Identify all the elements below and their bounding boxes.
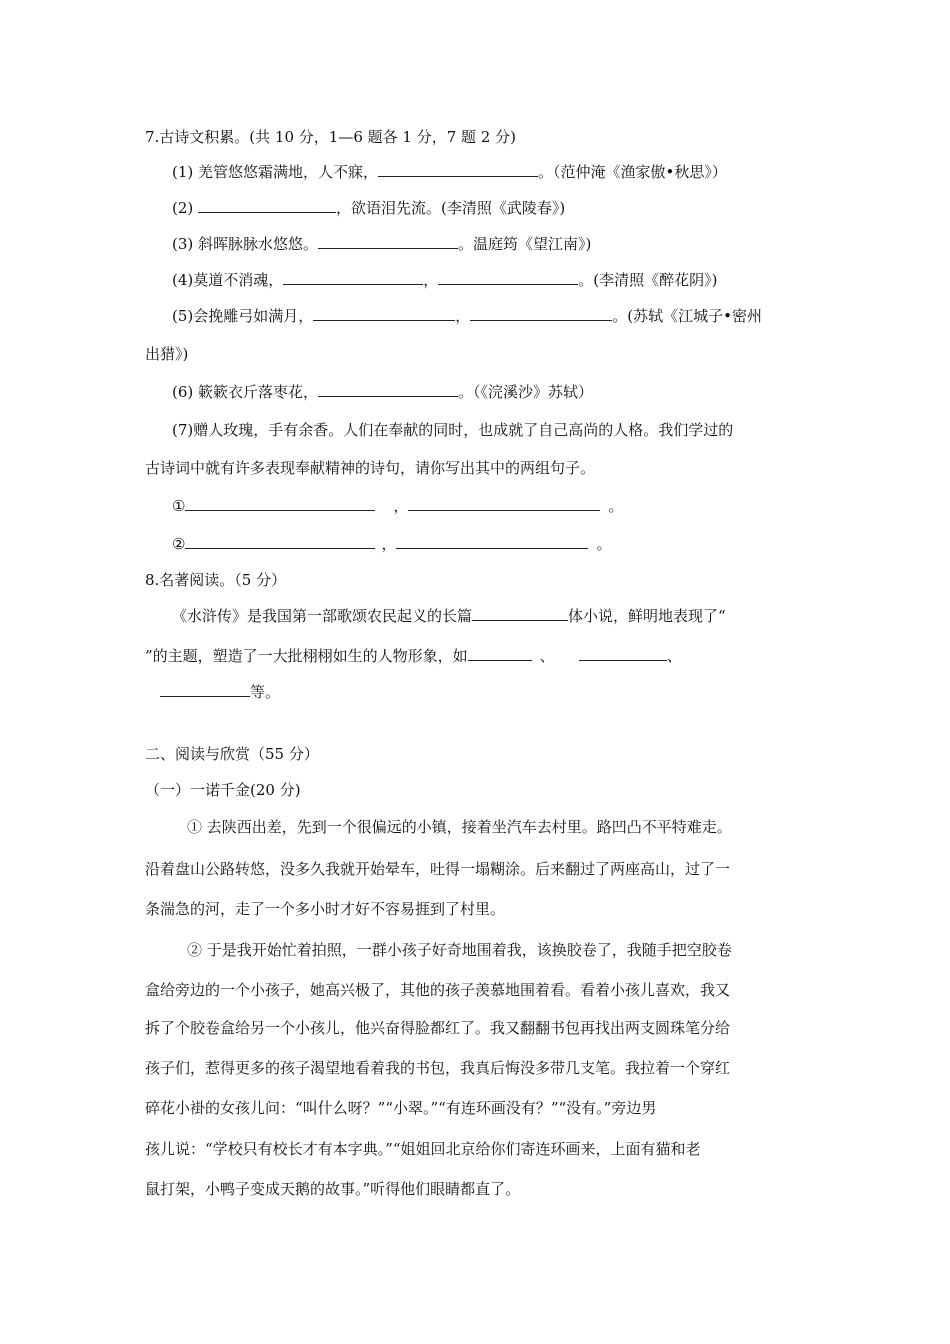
circled-number: ② <box>172 535 186 553</box>
answer-blank[interactable] <box>283 270 423 285</box>
q8-line-1-tail: 体小说，鲜明地表现了“ <box>568 607 726 625</box>
q7-item-3 <box>172 234 591 254</box>
q7-item-5 <box>172 306 762 326</box>
paragraph-1-line: 沿着盘山公路转悠，没多久我就开始晕车，吐得一塌糊涂。后来翻过了两座高山，过了一 <box>145 860 731 878</box>
answer-blank[interactable] <box>198 198 336 213</box>
answer-blank[interactable] <box>318 382 458 397</box>
answer-blank[interactable] <box>579 646 667 661</box>
q7-item-4 <box>172 270 717 290</box>
answer-blank[interactable] <box>160 682 250 697</box>
paragraph-2-line: 孩子们，惹得更多的孩子渴望地看着我的书包，我真后悔没多带几支笔。我拉着一个穿红 <box>145 1059 731 1077</box>
q8-sep: 、 <box>539 647 555 665</box>
q7-item-5-continuation: 出猎》) <box>145 345 189 363</box>
q7-item-1-text: (1) 羌管悠悠霜满地，人不寐， <box>172 163 379 181</box>
answer-blank[interactable] <box>185 534 375 549</box>
q7-item-4-sep: ， <box>423 271 439 289</box>
answer-sep: ， <box>393 497 409 515</box>
q7-item-4-text: (4)莫道不消魂， <box>172 271 284 289</box>
q7-item-5-sep: ， <box>455 307 471 325</box>
q7-item-6-text: (6) 簌簌衣斤落枣花， <box>172 383 319 401</box>
answer-blank[interactable] <box>472 606 568 621</box>
q7-item-7-line-1: (7)赠人玫瑰，手有余香。人们在奉献的同时，也成就了自己高尚的人格。我们学过的 <box>172 421 734 439</box>
q7-item-6-source: 。（《浣溪沙》苏轼） <box>458 383 594 401</box>
answer-blank[interactable] <box>468 646 532 661</box>
answer-blank[interactable] <box>470 306 612 321</box>
q8-line-1-text: 《水浒传》是我国第一部歌颂农民起义的长篇 <box>172 607 473 625</box>
q7-item-1-source: 。（范仲淹《渔家傲•秋思》） <box>538 163 727 181</box>
answer-sep: ， <box>381 535 397 553</box>
q8-line-2 <box>145 646 682 666</box>
answer-end: 。 <box>596 535 612 553</box>
q8-heading: 8.名著阅读。（5 分） <box>145 571 287 589</box>
q7-item-2 <box>172 198 565 218</box>
paragraph-2-line: 鼠打架，小鸭子变成天鹅的故事。”听得他们眼睛都直了。 <box>145 1180 521 1198</box>
part2-heading: 二、阅读与欣赏（55 分） <box>145 745 319 763</box>
paragraph-1-line: ① 去陕西出差，先到一个很偏远的小镇，接着坐汽车去村里。路凹凸不平特难走。 <box>187 818 732 836</box>
q7-item-2-text: (2) <box>172 199 199 217</box>
answer-blank[interactable] <box>185 496 375 511</box>
answer-blank[interactable] <box>318 234 458 249</box>
answer-blank[interactable] <box>408 496 600 511</box>
q7-item-6 <box>172 382 593 402</box>
q7-item-7-line-2: 古诗词中就有许多表现奉献精神的诗句，请你写出其中的两组句子。 <box>145 459 596 477</box>
q7-item-3-text: (3) 斜晖脉脉水悠悠。 <box>172 235 319 253</box>
answer-blank[interactable] <box>378 162 538 177</box>
paragraph-2-line: 碎花小褂的女孩儿问：“叫什么呀？”“小翠。”“有连环画没有？”“没有。”旁边男 <box>145 1099 657 1117</box>
answer-blank[interactable] <box>438 270 578 285</box>
answer-blank[interactable] <box>396 534 588 549</box>
q7-answer-row-2 <box>172 534 611 554</box>
q7-heading: 7.古诗文积累。(共 10 分，1—6 题各 1 分，7 题 2 分) <box>145 128 516 146</box>
q8-line-3 <box>160 682 280 702</box>
q8-line-1 <box>172 606 726 626</box>
q7-item-5-text: (5)会挽雕弓如满月， <box>172 307 314 325</box>
reading-title: （一）一诺千金(20 分) <box>145 781 301 799</box>
q7-answer-row-1 <box>172 496 623 516</box>
paragraph-2-line: 拆了个胶卷盒给另一个小孩儿，他兴奋得脸都红了。我又翻翻书包再找出两支圆珠笔分给 <box>145 1019 731 1037</box>
q7-item-1 <box>172 162 727 182</box>
q8-line-3-text: 等。 <box>250 683 281 701</box>
q8-line-2-text: ”的主题，塑造了一大批栩栩如生的人物形象，如 <box>145 647 468 665</box>
paragraph-1-line: 条湍急的河，走了一个多小时才好不容易捱到了村里。 <box>145 900 506 918</box>
answer-blank[interactable] <box>313 306 455 321</box>
q7-item-4-source: 。(李清照《醉花阴》) <box>578 271 718 289</box>
paragraph-2-line: ② 于是我开始忙着拍照，一群小孩子好奇地围着我，该换胶卷了，我随手把空胶卷 <box>187 941 732 959</box>
q8-sep: 、 <box>666 647 682 665</box>
paragraph-2-line: 盒给旁边的一个小孩子，她高兴极了，其他的孩子羡慕地围着看。看着小孩儿喜欢，我又 <box>145 981 731 999</box>
answer-end: 。 <box>608 497 624 515</box>
q7-item-5-source: 。(苏轼《江城子•密州 <box>612 307 762 325</box>
paragraph-2-line: 孩儿说：“学校只有校长才有本字典。”“姐姐回北京给你们寄连环画来，上面有猫和老 <box>145 1140 701 1158</box>
q7-item-2-source: ，欲语泪先流。(李清照《武陵春》) <box>336 199 566 217</box>
q7-item-3-source: 。温庭筠《望江南》) <box>458 235 592 253</box>
circled-number: ① <box>172 497 186 515</box>
